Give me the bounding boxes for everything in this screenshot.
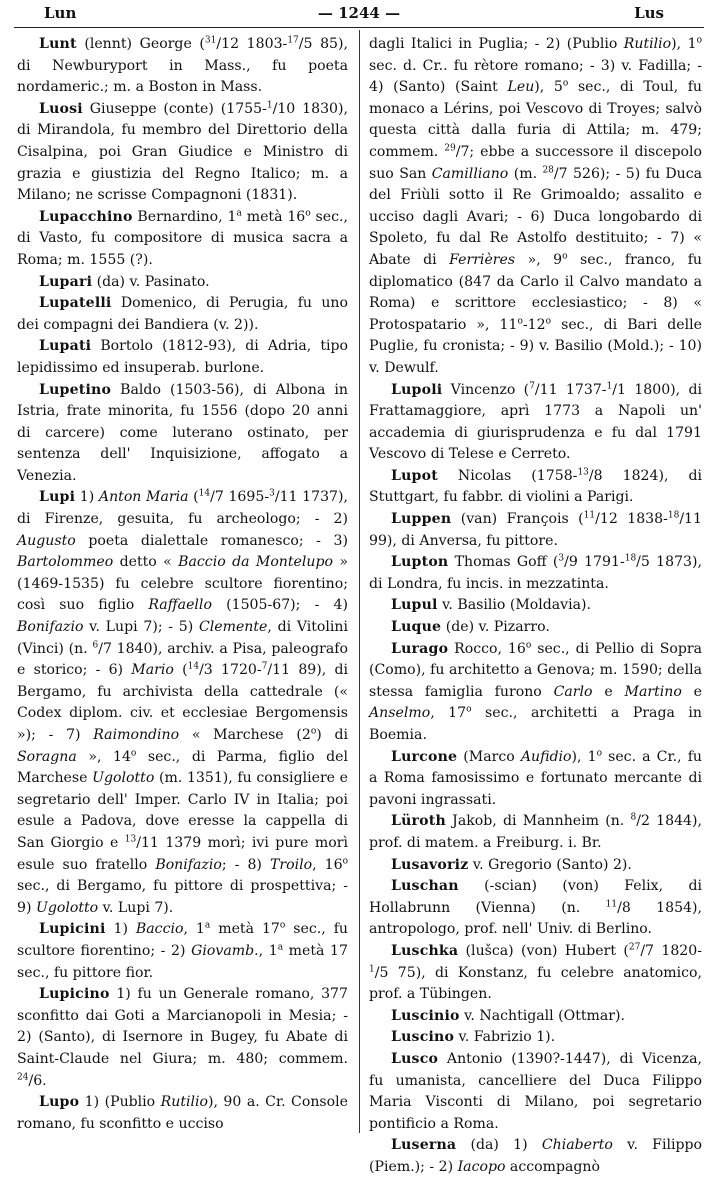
superscript: o xyxy=(305,208,311,219)
dictionary-entry xyxy=(369,855,702,877)
dictionary-entry xyxy=(17,380,348,488)
entry-headword: Lupacchino xyxy=(39,208,133,225)
entry-text: (lušca) (von) Hubert ( xyxy=(458,942,629,959)
entry-text: /7 1840), archiv. a Pisa, paleografo e storico; - 6) xyxy=(17,640,348,679)
superscript: a xyxy=(277,942,284,953)
superscript: 31 xyxy=(204,35,217,46)
dictionary-entry xyxy=(17,34,348,99)
italic-name: Raimondino xyxy=(93,727,180,743)
entry-text: poeta dialettale romanesco; - 3) xyxy=(75,532,348,549)
superscript: 1 xyxy=(606,380,613,391)
italic-name: Martino xyxy=(624,683,682,700)
entry-text: (da) v. Pasinato. xyxy=(92,273,210,290)
italic-name: Rutilio xyxy=(160,1094,208,1111)
entry-text: /7 526); - 5) fu Duca del Friùli sotto il Re Grimoaldo; assalito e ucciso dagli Avari; - 6) Duca longobardo di Spoleto, fu dal Re Astolfo destituito; - 7) « Abate di xyxy=(369,165,702,268)
italic-name: Camilliano xyxy=(431,165,509,182)
entry-headword: Lusco xyxy=(391,1050,439,1067)
entry-text: ), 1 xyxy=(571,748,597,765)
dictionary-entry xyxy=(17,487,348,919)
entry-text: /12 1838- xyxy=(595,511,668,528)
superscript: 1 xyxy=(369,963,375,974)
superscript: 1 xyxy=(266,100,273,111)
superscript: 28 xyxy=(542,164,554,175)
entry-text: sec. a Cr., fu a Roma famosissimo e fortunato mercante di pavoni ingrassati. xyxy=(369,748,702,808)
dictionary-entry xyxy=(369,639,702,747)
superscript: 7 xyxy=(261,661,268,672)
entry-text: v. Gregorio (Santo) 2). xyxy=(468,856,632,873)
entry-headword: Luque xyxy=(391,619,442,636)
entry-headword: Lupi xyxy=(39,489,76,506)
entry-text: sec. d. Cr.. fu rètore romano; - 3) v. Fadilla; - 4) (Santo) (Saint xyxy=(369,57,702,96)
entry-headword: Lupton xyxy=(391,554,449,571)
entry-headword: Lupetino xyxy=(39,381,112,398)
entry-text: ; - 8) xyxy=(221,856,270,873)
entry-text: 1) fu un Generale romano, 377 sconfitto dai Goti a Marcianopoli in Mesia; - 2) (Santo), di Isernore in Bugey, fu Abate di Saint-Claude nel Giura; m. 480; commem. xyxy=(17,986,348,1067)
entry-text: v. Lupi 7); - 5) xyxy=(83,619,199,636)
italic-name: Baccio xyxy=(135,921,184,938)
italic-name: Rutilio xyxy=(623,36,672,52)
italic-name: Baccio da Montelupo xyxy=(178,554,333,571)
entry-text: sec., architetti a Praga in Boemia. xyxy=(369,705,702,743)
superscript: o xyxy=(342,855,348,866)
dictionary-entry xyxy=(369,380,702,466)
dictionary-entry xyxy=(369,509,702,552)
entry-text: Rocco, 16 xyxy=(448,640,526,657)
entry-text: /5 75), di Konstanz, fu celebre anatomico, prof. a Tübingen. xyxy=(369,964,702,1003)
entry-text: -12 xyxy=(522,316,546,333)
entry-headword: Luscino xyxy=(391,1029,455,1046)
entry-text: ), 1 xyxy=(671,36,697,52)
entry-text: /7; ebbe a successore il discepolo suo San xyxy=(369,143,703,182)
entry-headword: Lupatelli xyxy=(39,295,112,312)
entry-text: (Marco xyxy=(457,748,521,765)
entry-text: v. Filippo (Piem.); - 2) xyxy=(369,1137,703,1175)
entry-headword: Lusavoriz xyxy=(391,856,469,873)
entry-text: v. Basilio (Moldavia). xyxy=(437,597,592,614)
superscript: 14 xyxy=(198,488,211,499)
entry-text: , 1 xyxy=(183,921,205,938)
entry-text: Giuseppe (conte) (1755- xyxy=(82,100,267,117)
italic-name: Raffaello xyxy=(148,597,212,614)
italic-name: Leu xyxy=(507,79,535,96)
entry-text: /8 1854), antropologo, prof. nell' Univ. di Berlino. xyxy=(369,899,702,938)
italic-name: Anselmo xyxy=(369,705,431,722)
italic-name: Chiaberto xyxy=(541,1137,613,1154)
italic-name: Bonifazio xyxy=(17,619,84,636)
dictionary-entry xyxy=(369,617,702,639)
entry-text: (da) 1) xyxy=(456,1137,542,1154)
entry-text: ( xyxy=(188,489,199,506)
entry-headword: Luppen xyxy=(391,511,452,528)
superscript: 27 xyxy=(628,942,641,953)
entry-text: /11 1379 morì; ivi pure morì esule suo fratello xyxy=(17,834,348,873)
dictionary-entry xyxy=(17,1092,348,1135)
entry-text: ( xyxy=(173,662,188,679)
entry-text: (de) v. Pizarro. xyxy=(441,619,550,636)
entry-text: /5 85), di Newburyport in Mass., fu poeta nordameric.; m. a Boston in Mass. xyxy=(17,36,349,96)
entry-headword: Lupul xyxy=(391,597,438,614)
entry-text: (m. xyxy=(508,165,543,182)
entry-text: /9 1791- xyxy=(564,554,625,571)
entry-text: metà 17 sec., fu pittore fior. xyxy=(17,942,348,981)
entry-text: /8 1824), di Stuttgart, fu fabbr. di violini a Parigi. xyxy=(369,467,702,506)
left-column xyxy=(17,34,348,1135)
dictionary-entry xyxy=(369,1049,702,1135)
superscript: 7 xyxy=(529,380,535,391)
entry-text: « Marchese (2 xyxy=(179,727,311,743)
dictionary-entry xyxy=(369,1027,702,1049)
entry-headword: Lupo xyxy=(39,1094,80,1111)
entry-text: Vincenzo ( xyxy=(442,381,530,398)
column-divider xyxy=(359,30,360,1133)
entry-text: , 17 xyxy=(430,705,467,722)
entry-text: detto « xyxy=(113,554,179,571)
italic-name: Carlo xyxy=(553,683,593,700)
entry-headword: Lupoli xyxy=(391,381,443,398)
superscript: 29 xyxy=(444,143,456,154)
italic-name: Bartolommeo xyxy=(17,554,114,571)
header-right-guide-word: Lus xyxy=(634,4,664,22)
entry-headword: Lupicini xyxy=(39,921,106,938)
italic-name: Ugolotto xyxy=(35,899,99,916)
entry-text: e xyxy=(592,683,625,700)
entry-text: /5 1873), di Londra, fu incis. in mezzatinta. xyxy=(369,554,702,592)
dictionary-entry xyxy=(369,811,702,854)
right-column xyxy=(369,34,702,1178)
italic-name: Troilo xyxy=(269,856,313,873)
page-header xyxy=(14,4,704,26)
italic-name: Augusto xyxy=(17,532,76,549)
entry-text: 1) xyxy=(75,489,99,506)
entry-headword: Luserna xyxy=(391,1137,457,1154)
dictionary-entry xyxy=(369,1006,702,1028)
entry-text: », 9 xyxy=(515,251,563,268)
dictionary-entry xyxy=(369,466,702,509)
header-left-guide-word: Lun xyxy=(44,4,77,22)
entry-text: », 14 xyxy=(76,748,131,765)
dictionary-entry xyxy=(369,34,702,380)
entry-text: sec., di Toul, fu monaco a Lérins, poi Vescovo di Troyes; salvò questa città dalla furia di Attila; m. 479; commem. xyxy=(369,79,702,160)
entry-text: ) di xyxy=(316,727,348,743)
entry-text: /11 89), di Bergamo, fu archivista della cattedrale (« Codex diplom. civ. et ecclesiae Bergomensis »); - 7) xyxy=(17,662,348,743)
entry-text: /11 1737- xyxy=(534,381,607,398)
entry-text: metà 17 xyxy=(210,921,280,938)
dictionary-entry xyxy=(17,336,348,379)
superscript: 13 xyxy=(124,834,137,845)
entry-text: sec., di Vasto, fu compositore di musica sacra a Roma; m. 1555 (?). xyxy=(17,208,348,268)
entry-text: Thomas Goff ( xyxy=(448,554,559,571)
entry-text: ), 90 a. Cr. Console romano, fu sconfitto e ucciso xyxy=(17,1094,348,1132)
entry-text: /10 1830), di Mirandola, fu membro del Direttorio della Cisalpina, poi Gran Giudice e Ministro di grazia e giustizia del Regno Italico; m. a Milano; ne scrisse Compagnoni (1831). xyxy=(17,100,348,204)
italic-name: Soragna xyxy=(17,748,77,765)
italic-name: Bonifazio xyxy=(155,856,222,873)
entry-text: (-scian) (von) Felix, di Hollabrunn (Vienna) (n. xyxy=(369,878,702,916)
entry-text: /7 1820- xyxy=(640,942,702,959)
italic-name: Mario xyxy=(131,662,174,679)
superscript: 6 xyxy=(92,639,99,650)
entry-text: /3 1720- xyxy=(199,662,262,679)
entry-text: 1) xyxy=(105,921,136,938)
italic-name: Ugolotto xyxy=(92,770,155,787)
superscript: o xyxy=(130,747,137,758)
dictionary-entry xyxy=(369,595,702,617)
entry-text: ), 5 xyxy=(534,79,563,96)
entry-headword: Lurago xyxy=(391,640,449,657)
entry-headword: Lüroth xyxy=(391,813,446,830)
entry-text: v. Fabrizio 1). xyxy=(454,1029,556,1046)
entry-text: (m. 1351), fu consigliere e segretario dell' Imper. Carlo IV in Italia; poi esule a Padova, dove eresse la cappella di San Giorgio e xyxy=(17,770,349,851)
page-number: — 1244 — xyxy=(317,4,401,22)
entry-text: v. Lupi 7). xyxy=(98,899,174,916)
superscript: 8 xyxy=(630,812,637,823)
entry-text: accompagnò xyxy=(505,1158,600,1175)
superscript: o xyxy=(517,316,523,327)
dictionary-entry xyxy=(17,99,348,207)
entry-headword: Lupot xyxy=(391,467,438,484)
entry-text: (van) François ( xyxy=(451,511,584,528)
entry-text: Domenico, di Perugia, fu uno dei compagni dei Bandiera (v. 2)). xyxy=(17,295,348,333)
dictionary-entry xyxy=(17,919,348,984)
entry-text: sec., di Bari delle Puglie, fu cronista; - 9) v. Basilio (Mold.); - 10) v. Dewulf. xyxy=(369,316,702,376)
entry-text: /7 1695- xyxy=(210,489,270,506)
entry-text: /2 1844), prof. di matem. a Freiburg. i. Br. xyxy=(369,813,702,851)
superscript: 14 xyxy=(187,661,200,672)
superscript: o xyxy=(279,920,286,931)
entry-text: Jakob, di Mannheim (n. xyxy=(445,813,631,830)
entry-headword: Lupicino xyxy=(39,986,110,1003)
entry-text: sec., franco, fu diplomatico (847 da Carlo il Calvo mandato a Roma) e scrittore ecclesiastico; - 8) « Protospatario », 11 xyxy=(369,251,702,333)
dictionary-entry xyxy=(369,552,702,595)
superscript: 3 xyxy=(269,488,275,499)
entry-text: e xyxy=(681,683,702,700)
entry-text: Antonio (1390?-1447), di Vicenza, fu umanista, cancelliere del Duca Filippo Maria Visconti di Milano, poi segretario pontificio a Roma. xyxy=(369,1050,702,1132)
superscript: 17 xyxy=(287,35,299,46)
italic-name: Aufidio xyxy=(520,748,572,765)
dictionary-entry xyxy=(369,747,702,812)
italic-name: Giovamb. xyxy=(191,942,259,959)
dictionary-entry xyxy=(369,941,702,1006)
dictionary-entry xyxy=(17,207,348,272)
superscript: 3 xyxy=(558,553,565,564)
entry-text: /12 1803- xyxy=(216,36,288,52)
entry-text: sec., fu scultore fiorentino; - 2) xyxy=(17,921,348,959)
entry-headword: Luosi xyxy=(39,100,83,117)
entry-text: Nicolas (1758- xyxy=(437,467,578,484)
entry-text: (1505-67); - 4) xyxy=(211,597,348,614)
entry-text: /11 99), di Anversa, fu pittore. xyxy=(369,511,702,549)
entry-text: (lennt) George ( xyxy=(76,36,205,52)
entry-headword: Luschka xyxy=(391,942,459,959)
superscript: o xyxy=(310,726,317,737)
superscript: o xyxy=(562,78,569,89)
superscript: 11 xyxy=(583,510,596,521)
superscript: o xyxy=(596,747,602,758)
entry-text: /1 1800), di Frattamaggiore, aprì 1773 a Napoli un' accademia di giurisprudenza e fu dal 1791 Vescovo di Telese e Cerreto. xyxy=(369,381,702,463)
entry-headword: Luscinio xyxy=(391,1007,460,1024)
superscript: a xyxy=(236,208,242,219)
superscript: 18 xyxy=(624,553,637,564)
superscript: o xyxy=(525,639,532,650)
entry-text: /11 1737), di Firenze, gesuita, fu archeologo; - 2) xyxy=(17,489,348,528)
italic-name: Anton Maria xyxy=(98,489,189,506)
superscript: 13 xyxy=(577,467,589,478)
dictionary-entry xyxy=(17,984,348,1092)
entry-text: sec., di Parma, figlio del Marchese xyxy=(17,748,348,787)
entry-headword: Lupari xyxy=(39,273,93,290)
italic-name: Iacopo xyxy=(457,1158,506,1175)
superscript: o xyxy=(562,251,568,262)
superscript: o xyxy=(696,35,702,46)
superscript: o xyxy=(545,316,552,327)
dictionary-entry xyxy=(17,293,348,336)
entry-text: v. Nachtigall (Ottmar). xyxy=(459,1007,626,1024)
entry-text: , 16 xyxy=(312,856,343,873)
entry-text: /6. xyxy=(28,1072,47,1089)
entry-text: dagli Italici in Puglia; - 2) (Publio xyxy=(369,36,624,52)
italic-name: Ferrières xyxy=(449,251,516,268)
entry-headword: Luschan xyxy=(391,878,459,895)
superscript: o xyxy=(466,704,472,715)
superscript: 11 xyxy=(605,899,618,910)
entry-text: , 1 xyxy=(258,942,278,959)
entry-text: Baldo (1503-56), di Albona in Istria, frate minorita, fu 1556 (dopo 20 anni di carcere) come luterano ostinato, per sentenza dell' Inquisizione, affogato a Venezia. xyxy=(17,381,348,484)
entry-headword: Lupati xyxy=(39,338,92,355)
entry-headword: Lunt xyxy=(39,36,77,52)
entry-text: metà 16 xyxy=(241,208,306,225)
entry-text: Bortolo (1812-93), di Adria, tipo lepidissimo ed insuperab. burlone. xyxy=(17,338,348,376)
entry-text: , di Vitolini (Vinci) (n. xyxy=(17,619,349,657)
superscript: 24 xyxy=(17,1071,29,1082)
superscript: 18 xyxy=(667,510,680,521)
dictionary-entry xyxy=(17,272,348,294)
entry-text: sec., di Pellio di Sopra (Como), fu architetto a Genova; m. 1590; della stessa famiglia furono xyxy=(369,640,702,700)
superscript: a xyxy=(204,920,211,931)
entry-text: sec., di Bergamo, fu pittore di prospettiva; - 9) xyxy=(17,878,348,916)
entry-text: Bernardino, 1 xyxy=(132,208,237,225)
italic-name: Clemente xyxy=(198,619,268,636)
entry-headword: Lurcone xyxy=(391,748,458,765)
dictionary-entry xyxy=(369,1135,702,1178)
entry-text: 1) (Publio xyxy=(79,1094,161,1111)
entry-text: » (1469-1535) fu celebre scultore fiorentino; così suo figlio xyxy=(17,554,348,614)
header-rule xyxy=(14,27,704,28)
dictionary-entry xyxy=(369,876,702,941)
